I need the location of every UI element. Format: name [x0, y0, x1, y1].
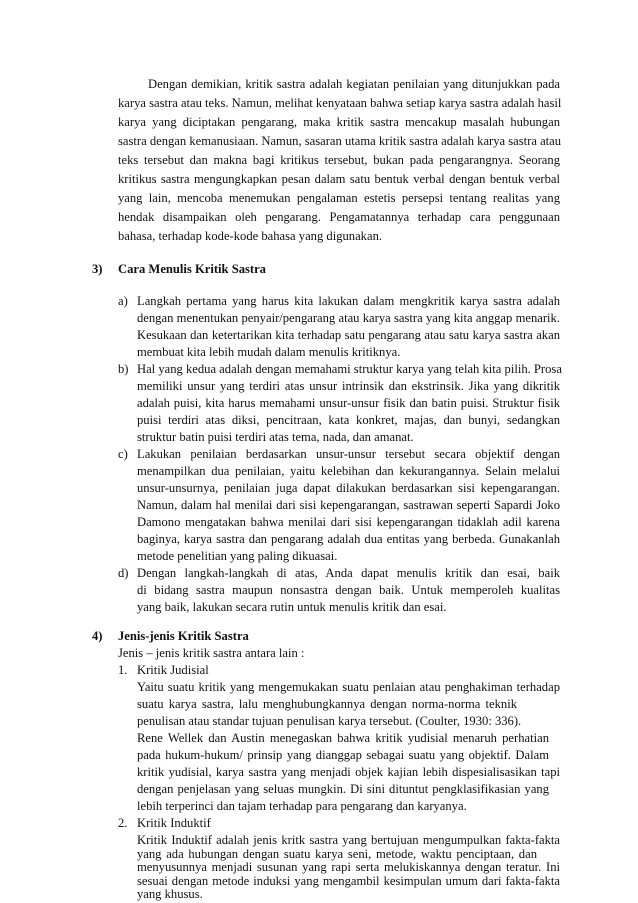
list-item-line: yang baik, lakukan secara rutin untuk menulis kritik dan esai.: [137, 600, 447, 614]
list-item-line: Hal yang kedua adalah dengan memahami struktur karya yang telah kita pilih. Prosa: [137, 362, 562, 376]
paragraph-line: hendak disampaikan oleh pengarang. Pengamatannya terhadap cara penggunaan: [118, 210, 560, 224]
list-item-line: adalah puisi, kita harus memahami unsur-unsur fisik dan batin puisi. Struktur fisik: [137, 396, 560, 410]
list-marker: 1.: [118, 663, 128, 677]
list-item-line: di bidang sastra maupun nonsastra dengan baik. Untuk memperoleh kualitas: [137, 583, 560, 597]
list-item-line: sesuai dengan metode induksi yang mengambil kesimpulan umum dari fakta-fakta: [137, 873, 560, 888]
list-marker: a): [118, 294, 128, 308]
section-number: 4): [92, 629, 103, 643]
list-item-line: metode penelitian yang paling dikuasai.: [137, 549, 338, 563]
list-item-line: penulisan atau standar tujuan penulisan karya tersebut. (Coulter, 1930: 336).: [137, 714, 522, 728]
list-marker: d): [118, 566, 129, 580]
list-item-line: memiliki unsur yang terdiri atas unsur intrinsik dan ekstrinsik. Jika yang dikritik: [137, 379, 560, 393]
list-item-line: dengan penjelasan yang seluas mungkin. Di sini dituntut pengklasifikasian yang: [137, 782, 549, 796]
paragraph-line: kritikus sastra mengungkapkan pesan dalam satu bentuk verbal dengan bentuk verbal: [118, 172, 560, 186]
list-item-line: Langkah pertama yang harus kita lakukan dalam mengkritik karya sastra adalah: [137, 294, 560, 308]
list-item-line: Namun, dalam hal menilai dari sisi kepengarangan, sastrawan seperti Sapardi Joko: [137, 498, 560, 512]
list-item-line: menyusunnya menjadi susunan yang rapi serta melukiskannya dengan teratur. Ini: [137, 860, 560, 874]
list-item-line: Yaitu suatu kritik yang mengemukakan suatu penlaian atau penghakiman terhadap: [137, 680, 560, 694]
list-item-line: membuat kita lebih mudah dalam menulis kritiknya.: [137, 345, 401, 359]
list-item-line: baginya, karya sastra dan pengarang adalah dua entitas yang berbeda. Gunakanlah: [137, 532, 560, 546]
list-marker: c): [118, 447, 128, 461]
section-title: Jenis-jenis Kritik Sastra: [118, 629, 249, 643]
section-title: Cara Menulis Kritik Sastra: [118, 262, 266, 276]
list-item-line: unsur-unsurnya, penilaian juga dapat dilakukan berdasarkan sisi kepengarangan.: [137, 481, 560, 495]
paragraph-line: Dengan demikian, kritik sastra adalah kegiatan penilaian yang ditunjukkan pada: [148, 77, 560, 91]
list-item-line: yang ada hubungan dengan suatu karya seni, metode, waktu penciptaan, dan: [137, 846, 537, 861]
list-item-line: dengan menentukan penyair/pengarang atau karya sastra yang kita anggap menarik.: [137, 311, 560, 325]
list-item-line: pada hukum-hukum/ prinsip yang dianggap sebagai suatu yang objektif. Dalam: [137, 748, 549, 762]
list-item-line: yang khusus.: [137, 887, 203, 901]
subsection-title: Kritik Induktif: [137, 816, 211, 830]
paragraph-line: bahasa, terhadap kode-kode bahasa yang digunakan.: [118, 229, 383, 243]
list-item-line: Rene Wellek dan Austin menegaskan bahwa kritik yudisial menaruh perhatian: [137, 731, 549, 745]
paragraph-line: karya sastra atau teks. Namun, melihat kenyataan bahwa setiap karya sastra adalah hasil: [118, 96, 562, 110]
list-item-line: Kesukaan dan ketertarikan kita terhadap satu pengarang atau satu karya sastra akan: [137, 328, 560, 342]
list-marker: b): [118, 362, 129, 376]
list-item-line: Dengan langkah-langkah di atas, Anda dapat menulis kritik dan esai, baik: [137, 566, 560, 580]
list-item-line: lebih terperinci dan tajam terhadap para pengarang dan karyanya.: [137, 799, 467, 813]
paragraph-line: sastra dengan kemanusiaan. Namun, sasaran utama kritik sastra adalah karya sastra atau: [118, 134, 562, 148]
list-item-line: puisi terdiri atas diksi, pencitraan, kata konkret, majas, dan bunyi, sedangkan: [137, 413, 560, 427]
list-item-line: Lakukan penilaian berdasarkan unsur-unsur tersebut secara objektif dengan: [137, 447, 560, 461]
paragraph-line: teks tersebut dan makna bagi kritikus tersebut, bukan pada pengarangnya. Seorang: [118, 153, 560, 167]
subsection-title: Kritik Judisial: [137, 663, 209, 677]
section-number: 3): [92, 262, 103, 276]
list-item-line: kritik yudisial, karya sastra yang menjadi objek kajian lebih dispesialisasikan tapi: [137, 765, 560, 779]
section-intro: Jenis – jenis kritik sastra antara lain :: [118, 646, 305, 660]
list-marker: 2.: [118, 816, 128, 830]
list-item-line: suatu karya sastra, lalu menghubungkannya dengan norma-norma teknik: [137, 697, 517, 711]
list-item-line: Damono mengatakan bahwa menilai dari sisi kepengarangan tidaklah adil karena: [137, 515, 560, 529]
list-item-line: struktur batin puisi terdiri atas tema, nada, dan amanat.: [137, 430, 414, 444]
paragraph-line: yang lain, mencoba menemukan pengalaman estetis persepsi tentang realitas yang: [118, 191, 560, 205]
list-item-line: menampilkan dua penilaian, yaitu kelebihan dan kekurangannya. Selain melalui: [137, 464, 560, 478]
paragraph-line: karya yang diciptakan pengarang, maka kritik sastra mencakup masalah hubungan: [118, 115, 560, 129]
list-item-line: Kritik Induktif adalah jenis kritk sastra yang bertujuan mengumpulkan fakta-fakta: [137, 833, 560, 847]
